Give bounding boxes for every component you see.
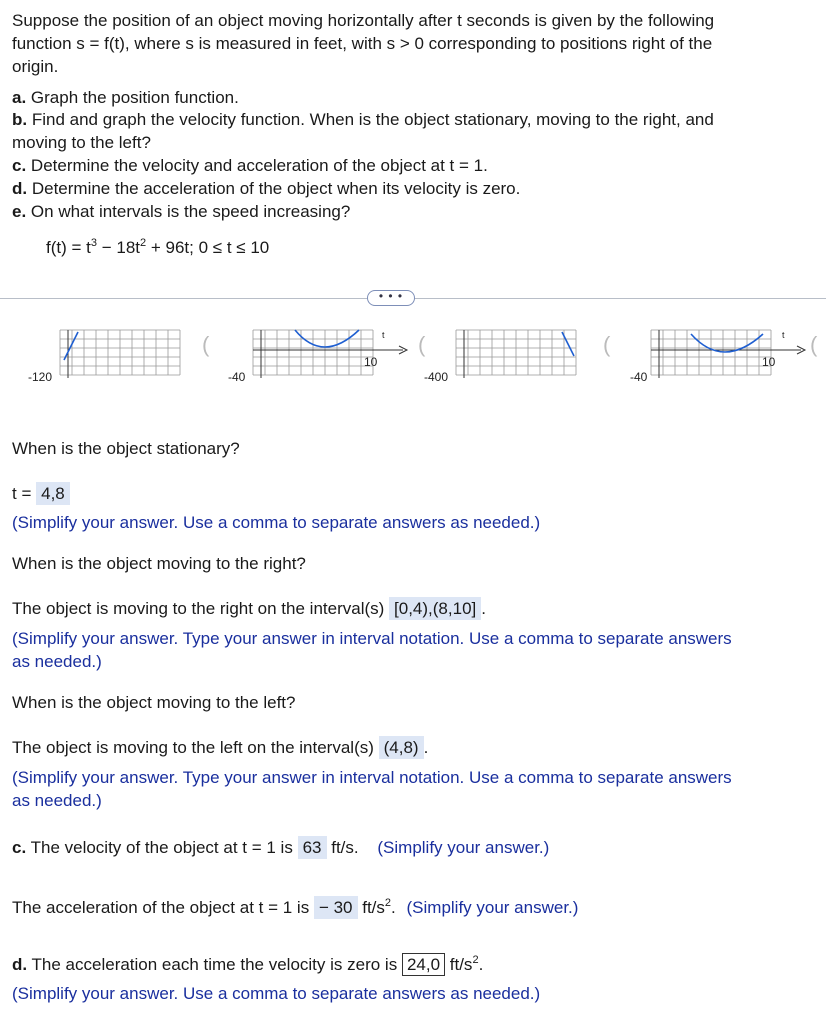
stationary-question: When is the object stationary? [12,439,240,458]
radio-paren-1[interactable]: ( [202,332,210,357]
acceleration-hint: (Simplify your answer.) [406,898,579,917]
graph-option-4[interactable] [651,330,813,378]
left-question: When is the object moving to the left? [12,693,296,712]
more-button[interactable]: • • • [367,290,415,306]
velocity-hint: (Simplify your answer.) [377,838,550,857]
graph-1-y-label: -120 [28,370,53,384]
right-answer-row [12,597,486,620]
part-d-answer-input[interactable]: 24,0 [402,953,445,976]
velocity-row [12,836,549,859]
unit-exponent: 2 [384,897,392,909]
graph-1-curve [64,332,78,360]
part-b-line-2: moving to the left? [12,133,151,152]
part-c-text: Determine the velocity and acceleration of the object at t = 1. [30,156,488,175]
graph-2-x-label: 10 [364,355,378,369]
part-d-answer-prefix: The acceleration each time the velocity is zero is [31,955,398,974]
radio-paren-3[interactable]: ( [603,332,611,357]
velocity-unit: ft/s. [331,838,359,857]
graph-option-1[interactable] [60,330,182,378]
graph-2-y-label: -40 [228,370,246,384]
radio-paren-2[interactable]: ( [418,332,426,357]
radio-paren-4[interactable]: ( [810,332,818,357]
stationary-answer[interactable]: 4,8 [36,482,70,505]
part-c [12,154,488,177]
intro-line-1: Suppose the position of an object moving horizontally after t seconds is given by the following [12,11,715,30]
part-d-answer-label: d. [12,955,28,974]
part-c-label: c. [12,156,27,175]
part-b-text: Find and graph the velocity function. When is the object stationary, moving to the right, and [31,110,714,129]
part-d-label: d. [12,179,28,198]
left-suffix: . [423,738,429,757]
graph-4-t-label: t [782,330,785,340]
part-e [12,200,350,223]
stationary-prefix: t = [12,484,32,503]
acceleration-answer[interactable]: − 30 [314,896,358,919]
part-a [12,86,239,109]
graph-option-3[interactable] [456,330,578,378]
formula-part: + 96t; 0 ≤ t ≤ 10 [146,238,270,257]
acceleration-unit [362,898,396,917]
right-question: When is the object moving to the right? [12,554,306,573]
right-hint-1: (Simplify your answer. Type your answer in interval notation. Use a comma to separate answers [12,629,732,648]
graph-4-x-label: 10 [762,355,776,369]
stationary-hint: (Simplify your answer. Use a comma to separate answers as needed.) [12,513,541,532]
left-hint-1: (Simplify your answer. Type your answer in interval notation. Use a comma to separate answers [12,768,732,787]
part-d [12,177,520,200]
graph-option-2[interactable] [253,330,415,378]
formula-exponent: 2 [140,237,147,249]
part-d-answer-row [12,953,483,976]
function-formula [46,236,269,259]
velocity-answer[interactable]: 63 [298,836,327,859]
graph-4-curve [691,334,763,352]
left-hint-2: as needed.) [12,791,102,810]
acceleration-row [12,896,578,919]
part-a-label: a. [12,88,27,107]
formula-part: f(t) = t [46,238,91,257]
velocity-label: c. [12,838,27,857]
unit-base: ft/s [449,955,473,974]
unit-period: . [391,898,396,917]
right-hint-2: as needed.) [12,652,102,671]
graph-3-y-label: -400 [424,370,449,384]
part-e-text: On what intervals is the speed increasing? [30,202,351,221]
acceleration-prefix: The acceleration of the object at t = 1 is [12,898,310,917]
unit-exponent: 2 [472,954,479,966]
left-answer[interactable]: (4,8) [379,736,424,759]
right-prefix: The object is moving to the right on the interval(s) [12,599,385,618]
velocity-prefix: The velocity of the object at t = 1 is [30,838,293,857]
part-d-answer-unit [450,955,484,974]
right-answer[interactable]: [0,4),(8,10] [389,597,481,620]
part-b-label: b. [12,110,28,129]
formula-exponent: 3 [90,237,97,249]
intro-line-3: origin. [12,57,59,76]
part-d-text: Determine the acceleration of the object when its velocity is zero. [31,179,521,198]
left-prefix: The object is moving to the left on the interval(s) [12,738,374,757]
intro-line-2: function s = f(t), where s is measured in feet, with s > 0 corresponding to positions right of the [12,34,713,53]
graph-2-t-label: t [382,330,385,340]
left-answer-row [12,736,428,759]
part-d-answer-hint: (Simplify your answer. Use a comma to separate answers as needed.) [12,984,541,1003]
stationary-answer-row [12,482,70,505]
formula-part: − 18t [97,238,141,257]
unit-base: ft/s [362,898,385,917]
right-suffix: . [481,599,486,618]
unit-period: . [478,955,484,974]
part-e-label: e. [12,202,27,221]
part-a-text: Graph the position function. [30,88,239,107]
graph-4-y-label: -40 [630,370,648,384]
part-b [12,108,714,131]
